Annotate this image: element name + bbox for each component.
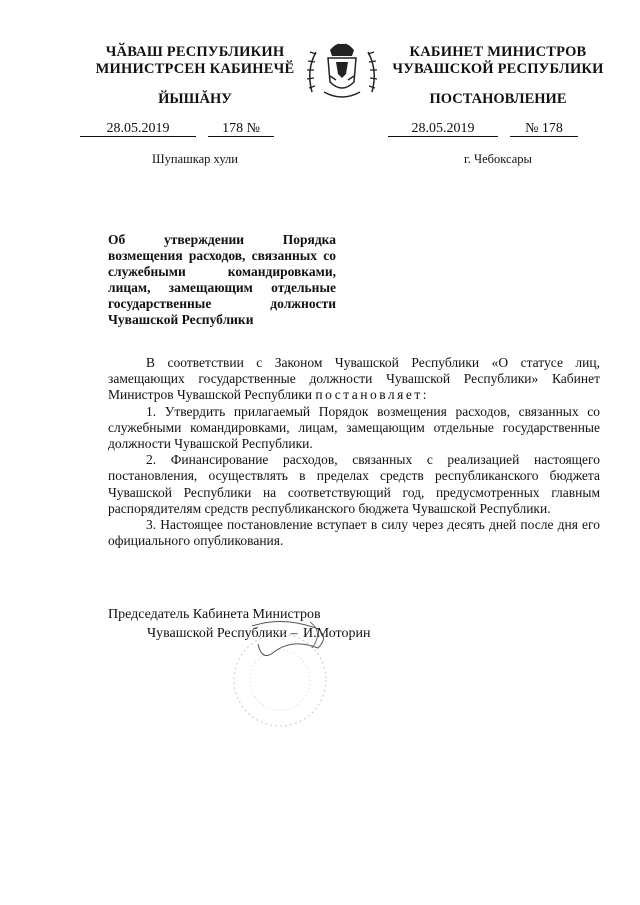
header-left-org — [80, 44, 310, 78]
signature-position-line2: Чувашской Республики – — [147, 626, 298, 641]
header-right-org — [383, 44, 613, 78]
body-paragraph-3: 3. Настоящее постановление вступает в силу через десять дней после дня его официального опубликования. — [108, 517, 600, 549]
header-left-line2: МИНИСТРСЕН КАБИНЕЧӖ — [95, 61, 295, 77]
header-right-line1: КАБИНЕТ МИНИСТРОВ — [409, 44, 587, 60]
coat-of-arms-emblem — [302, 32, 382, 104]
header-right-doc-type: ПОСТАНОВЛЕНИЕ — [429, 91, 567, 107]
header-right-city: г. Чебоксары — [464, 152, 532, 166]
header-left-city: Шупашкар хули — [152, 152, 238, 166]
header-left-date: 28.05.2019 — [80, 121, 196, 137]
header-left-doc-type: ЙЫШĂНУ — [158, 91, 232, 107]
document-body — [108, 355, 600, 549]
header-right-date: 28.05.2019 — [388, 121, 498, 137]
header-right-line2: ЧУВАШСКОЙ РЕСПУБЛИКИ — [392, 61, 604, 77]
body-intro — [108, 355, 600, 404]
body-intro-text: В соответствии с Законом Чувашской Республики «О статусе лиц, замещающих государственные должности Чувашской Республики» Кабинет Министров Чувашской Республики — [108, 355, 600, 403]
official-stamp — [222, 618, 342, 736]
body-paragraph-1: 1. Утвердить прилагаемый Порядок возмещения расходов, связанных со служебными командировками, лицам, замещающим отдельные государственные должности Чувашской Республики. — [108, 403, 600, 452]
body-intro-keyword: постановляет: — [315, 387, 430, 403]
header-left-line1: ЧӐВАШ РЕСПУБЛИКИН — [105, 44, 285, 60]
signature-position-line1: Председатель Кабинета Министров — [108, 607, 321, 622]
document-title: Об утверждении Порядка возмещения расходов, связанных со служебными командировками, лицам, замещающим отдельные государственные должности Чувашской Республики — [108, 232, 336, 327]
header-left-number: 178 № — [208, 121, 274, 137]
header-right-number: № 178 — [510, 121, 578, 137]
signature-name: И.Моторин — [303, 626, 371, 641]
body-paragraph-2: 2. Финансирование расходов, связанных с реализацией настоящего постановления, осуществлять в пределах средств республиканского бюджета Чувашской Республики на соответствующий год, предусмотренных главным распорядителям средств республиканского бюджета Чувашской Республики. — [108, 452, 600, 516]
